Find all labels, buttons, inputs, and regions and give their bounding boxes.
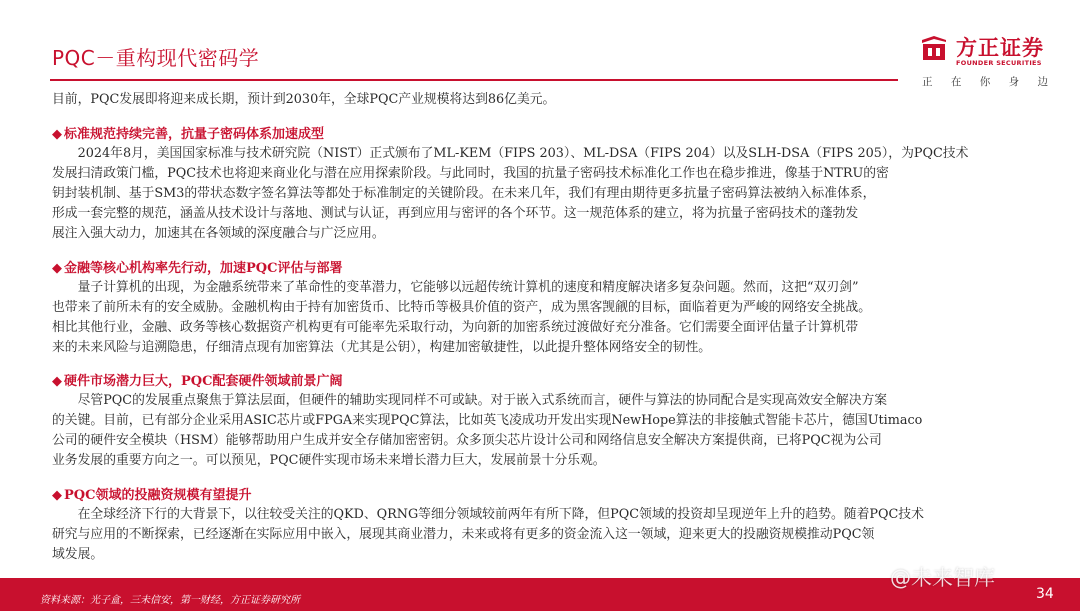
- diamond-bullet-icon: ◆: [52, 127, 62, 142]
- slogan-char: 在: [950, 76, 962, 88]
- section-standards: [52, 126, 1052, 244]
- section-heading: [52, 260, 1052, 278]
- slogan-char: 边: [1037, 76, 1048, 88]
- page-title: PQC－重构现代密码学: [52, 46, 260, 70]
- paragraph-line: 钥封装机制、基于SM3的带状态数字签名算法等都处于标准制定的关键阶段。在未来几年，我们有理由期待更多抗量子密码算法被纳入标准体系，: [52, 186, 876, 201]
- logo-english-name: FOUNDER SECURITIES: [956, 59, 1042, 67]
- paragraph-line: 公司的硬件安全模块（HSM）能够帮助用户生成并安全存储加密密钥。众多顶尖芯片设计公司和网络信息安全解决方案提供商，已将PQC视为公司: [52, 433, 882, 448]
- page-number: 34: [1036, 586, 1054, 602]
- diamond-bullet-icon: ◆: [52, 374, 62, 389]
- founder-logo-icon: [920, 34, 948, 62]
- paragraph-line: 研究与应用的不断探索，已经逐渐在实际应用中嵌入，展现其商业潜力，未来或将有更多的资金流入这一领域，迎来更大的投融资规模推动PQC领: [52, 527, 875, 542]
- paragraph-line: 形成一套完整的规范，涵盖从技术设计与落地、测试与认证，再到应用与密评的各个环节。这一规范体系的建立，将为抗量子密码技术的蓬勃发: [52, 206, 859, 221]
- section-heading: [52, 373, 1052, 391]
- logo-slogan: [922, 74, 1048, 89]
- paragraph-line: 在全球经济下行的大背景下，以往较受关注的QKD、QRNG等细分领域较前两年有所下降，但PQC领域的投资却呈现逆年上升的趋势。随着PQC技术: [77, 507, 924, 522]
- section-heading-text: 硬件市场潜力巨大，PQC配套硬件领域前景广阔: [64, 374, 343, 389]
- watermark: @未来智库: [890, 566, 995, 590]
- section-investment: [52, 487, 1052, 565]
- section-heading-text: 金融等核心机构率先行动，加速PQC评估与部署: [64, 261, 343, 276]
- section-body: [52, 144, 1052, 244]
- paragraph-line: 尽管PQC的发展重点聚焦于算法层面，但硬件的辅助实现同样不可或缺。对于嵌入式系统而言，硬件与算法的协同配合是实现高效安全解决方案: [77, 393, 888, 408]
- slogan-char: 正: [922, 76, 933, 88]
- title-divider: [50, 79, 898, 81]
- paragraph-line: 域发展。: [52, 547, 104, 562]
- paragraph-line: 发展扫清政策门槛，PQC技术也将迎来商业化与潜在应用探索阶段。与此同时，我国的抗量子密码技术标准化工作也在稳步推进，像基于NTRU的密: [52, 166, 889, 181]
- section-body: [52, 278, 1052, 358]
- section-heading-text: PQC领域的投融资规模有望提升: [64, 488, 252, 503]
- slogan-char: 身: [1008, 76, 1020, 88]
- paragraph-line: 来的未来风险与追溯隐患，仔细清点现有加密算法（尤其是公钥），构建加密敏捷性，以此提升整体网络安全的韧性。: [52, 340, 712, 355]
- intro-text: 目前，PQC发展即将迎来成长期，预计到2030年，全球PQC产业规模将达到86亿美元。: [52, 92, 556, 107]
- paragraph-line: 相比其他行业，金融、政务等核心数据资产机构更有可能率先采取行动，为向新的加密系统过渡做好充分准备。它们需要全面评估量子计算机带: [52, 320, 859, 335]
- section-body: [52, 505, 1052, 565]
- paragraph-line: 业务发展的重要方向之一。可以预见，PQC硬件实现市场未来增长潜力巨大，发展前景十分乐观。: [52, 453, 606, 468]
- paragraph-line: 的关键。目前，已有部分企业采用ASIC芯片或FPGA来实现PQC算法，比如英飞凌成功开发出实现NewHope算法的非接触式智能卡芯片，德国Utimaco: [52, 413, 923, 428]
- section-hardware: [52, 373, 1052, 471]
- slogan-char: 你: [979, 76, 991, 88]
- paragraph-line: 2024年8月，美国国家标准与技术研究院（NIST）正式颁布了ML-KEM（FIPS 203）、ML-DSA（FIPS 204）以及SLH-DSA（FIPS 205），为PQC技术: [77, 146, 969, 161]
- source-note: 资料来源：光子盒，三未信安，第一财经，方正证券研究所: [40, 595, 300, 606]
- company-logo: [920, 30, 1060, 90]
- paragraph-line: 也带来了前所未有的安全威胁。金融机构由于持有加密货币、比特币等极具价值的资产，成为黑客觊觎的目标，面临着更为严峻的网络安全挑战。: [52, 300, 871, 315]
- logo-chinese-name: 方正证券: [956, 36, 1044, 60]
- section-finance: [52, 260, 1052, 358]
- paragraph-line: 量子计算机的出现，为金融系统带来了革命性的变革潜力，它能够以远超传统计算机的速度和精度解决诸多复杂问题。然而，这把“双刃剑”: [77, 280, 859, 295]
- section-heading: [52, 126, 1052, 144]
- section-heading-text: 标准规范持续完善，抗量子密码体系加速成型: [64, 127, 325, 142]
- diamond-bullet-icon: ◆: [52, 488, 62, 503]
- diamond-bullet-icon: ◆: [52, 261, 62, 276]
- section-heading: [52, 487, 1052, 505]
- section-body: [52, 391, 1052, 471]
- paragraph-line: 展注入强大动力，加速其在各领域的深度融合与广泛应用。: [52, 226, 385, 241]
